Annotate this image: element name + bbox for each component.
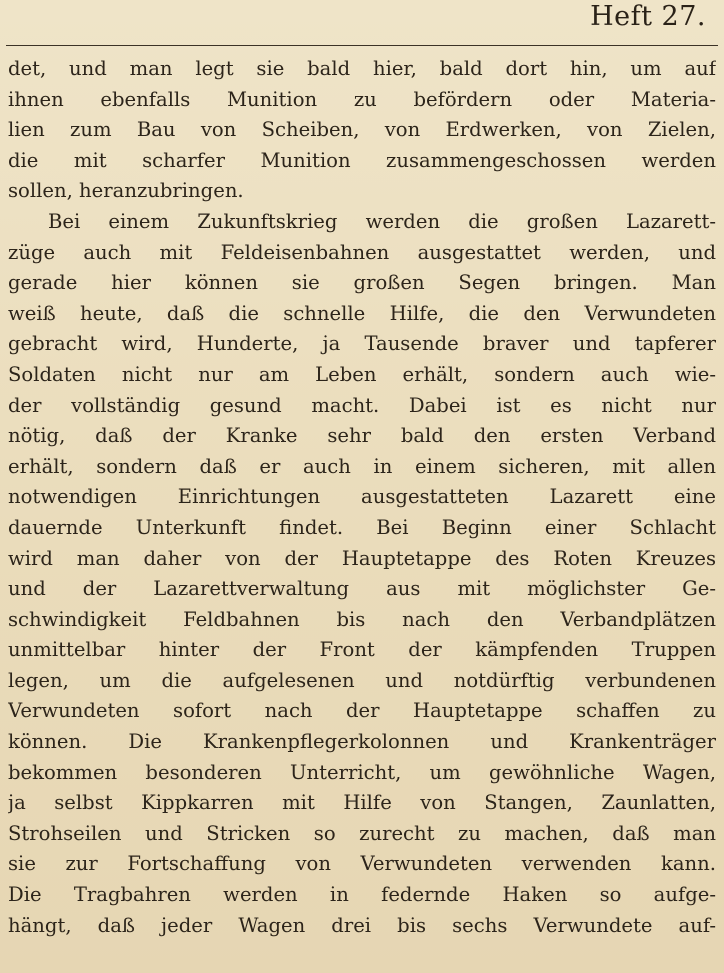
text-line: sie zur Fortschaffung von Verwundeten verwenden kann. (8, 852, 716, 876)
text-line: erhält, sondern daß er auch in einem sicheren, mit allen (8, 454, 716, 478)
paragraph-end-line: sollen, heranzubringen. (8, 179, 244, 203)
text-line: gebracht wird, Hunderte, ja Tausende braver und tapferer (8, 332, 716, 356)
paragraph-start-line: Bei einem Zukunftskrieg werden die großen Lazarett- (48, 209, 716, 233)
text-line: dauernde Unterkunft findet. Bei Beginn einer Schlacht (8, 515, 716, 539)
text-line: gerade hier können sie großen Segen bringen. Man (8, 271, 716, 295)
text-line: unmittelbar hinter der Front der kämpfenden Truppen (8, 638, 716, 662)
text-line: züge auch mit Feldeisenbahnen ausgestattet werden, und (8, 240, 716, 264)
text-line: Die Tragbahren werden in federnde Haken so aufge- (8, 883, 716, 907)
text-line: lien zum Bau von Scheiben, von Erdwerken, von Zielen, (8, 118, 716, 142)
text-line: können. Die Krankenpflegerkolonnen und Krankenträger (8, 730, 716, 754)
text-line: schwindigkeit Feldbahnen bis nach den Verbandplätzen (8, 607, 716, 631)
text-line: hängt, daß jeder Wagen drei bis sechs Verwundete auf- (8, 913, 716, 937)
header-rule (6, 45, 718, 46)
text-line: ihnen ebenfalls Munition zu befördern oder Materia- (8, 87, 716, 111)
page-header (0, 0, 724, 44)
text-line: der vollständig gesund macht. Dabei ist es nicht nur (8, 393, 716, 417)
text-line: Soldaten nicht nur am Leben erhält, sondern auch wie- (8, 362, 716, 386)
text-line: weiß heute, daß die schnelle Hilfe, die den Verwundeten (8, 301, 716, 325)
text-line: ja selbst Kippkarren mit Hilfe von Stangen, Zaunlatten, (8, 791, 716, 815)
text-line: wird man daher von der Hauptetappe des Roten Kreuzes (8, 546, 716, 570)
text-line: Verwundeten sofort nach der Hauptetappe schaffen zu (8, 699, 716, 723)
text-line: bekommen besonderen Unterricht, um gewöhnliche Wagen, (8, 760, 716, 784)
text-line: die mit scharfer Munition zusammengeschossen werden (8, 148, 716, 172)
text-line: nötig, daß der Kranke sehr bald den ersten Verband (8, 424, 716, 448)
text-line: Strohseilen und Stricken so zurecht zu machen, daß man (8, 821, 716, 845)
text-line: legen, um die aufgelesenen und notdürftig verbundenen (8, 668, 716, 692)
text-line: det, und man legt sie bald hier, bald dort hin, um auf (8, 57, 716, 80)
text-line: notwendigen Einrichtungen ausgestatteten Lazarett eine (8, 485, 716, 509)
text-line: und der Lazarettverwaltung aus mit möglichster Ge- (8, 577, 716, 601)
running-head: Heft 27. (590, 1, 706, 32)
body-text (8, 54, 716, 941)
